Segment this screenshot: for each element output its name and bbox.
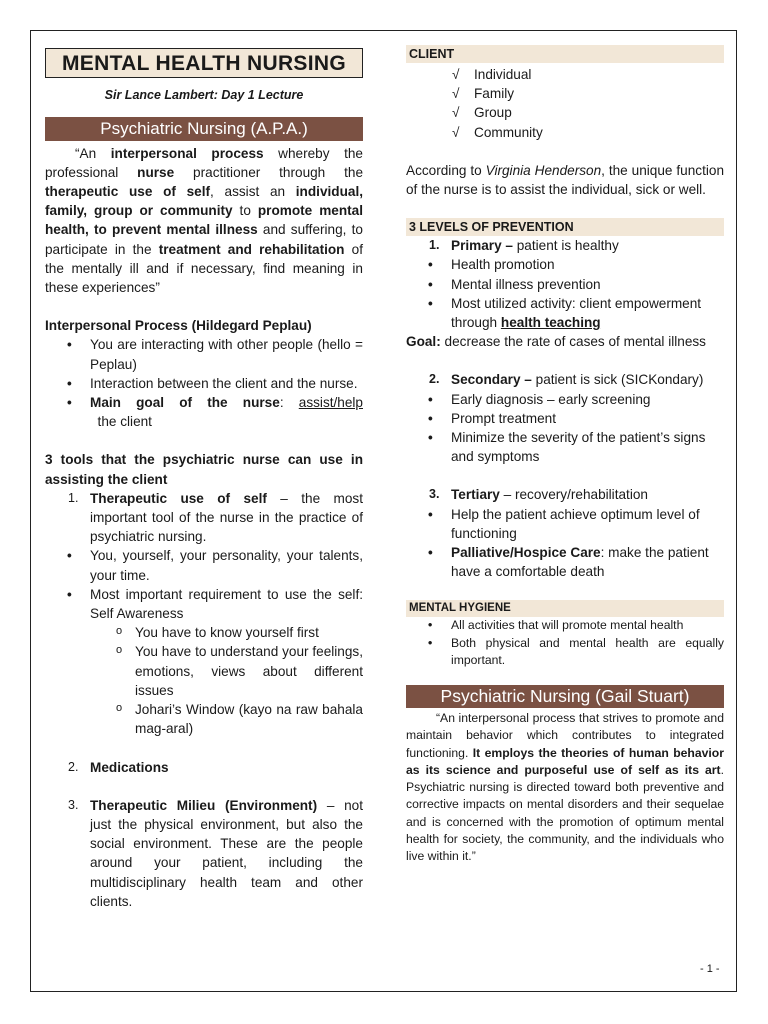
bold-phrase: interpersonal process xyxy=(110,145,264,161)
primary-bullets xyxy=(406,255,724,332)
interpersonal-process-heading: Interpersonal Process (Hildegard Peplau) xyxy=(45,318,312,334)
text-segment: practitioner through the xyxy=(174,164,363,180)
text-segment: , assist an xyxy=(210,184,296,200)
mental-hygiene-list xyxy=(406,617,724,669)
list-item: • Prompt treatment xyxy=(406,409,724,428)
bold-phrase: promote mental health, to prevent mental illness xyxy=(45,203,364,238)
list-item: • Early diagnosis – early screening xyxy=(406,390,724,409)
prevention-secondary: 2. Secondary – patient is sick (SICKondary) xyxy=(429,372,704,388)
list-item: √ Family xyxy=(406,84,724,103)
list-item: • Health promotion xyxy=(406,255,724,274)
tool-3: 3. Therapeutic Milieu (Environment) – not just the physical environment, but also the social environment. These are the people around your patient, including the multidisciplinary health team and other clients. xyxy=(68,797,363,909)
gail-stuart-definition: “An interpersonal process that strives to promote and maintain behavior which contributes to integrated functioning. It employs the theories of human behavior as its science and purposeful use of self as its art. Psychiatric nursing is directed toward both preventive and corrective impacts on mental disorders and their sequelae and is concerned with the promotion of optimum mental health for society, the community, and the individuals who live within it.” xyxy=(406,711,724,863)
list-item: √ Community xyxy=(406,123,724,142)
apa-definition xyxy=(45,144,363,298)
client-list xyxy=(406,65,724,142)
list-item: • Both physical and mental health are equally important. xyxy=(406,635,724,669)
tool-2: 2. Medications xyxy=(68,759,169,775)
list-item: • Mental illness prevention xyxy=(406,275,724,294)
sub-list-item: o You have to understand your feelings, emotions, views about different issues xyxy=(45,642,363,700)
list-item: • Most important requirement to use the self: Self Awareness xyxy=(45,585,363,623)
list-item: • Interaction between the client and the nurse. xyxy=(45,374,363,393)
list-item: • You, yourself, your personality, your talents, your time. xyxy=(45,546,363,584)
mental-hygiene-heading: MENTAL HYGIENE xyxy=(406,600,724,617)
bold-phrase: nurse xyxy=(137,164,175,180)
left-column xyxy=(45,48,363,911)
henderson-paragraph: According to Virginia Henderson, the unique function of the nurse is to assist the individual, sick or well. xyxy=(406,162,724,198)
list-item: • Minimize the severity of the patient’s signs and symptoms xyxy=(406,428,724,466)
text-segment: whereby the professional xyxy=(45,145,363,180)
check-icon: √ xyxy=(452,86,460,102)
apa-section-banner: Psychiatric Nursing (A.P.A.) xyxy=(45,117,363,140)
document-title: MENTAL HEALTH NURSING xyxy=(45,48,363,78)
list-item: • You are interacting with other people (hello = Peplau) xyxy=(45,335,363,373)
prevention-primary: 1. Primary – patient is healthy xyxy=(429,238,619,254)
bold-phrase: individual, family, group or community xyxy=(45,184,363,219)
check-icon: √ xyxy=(452,105,460,121)
text-segment: of the mentally ill and if necessary, find meaning in these experiences” xyxy=(45,241,364,296)
text-segment: “An xyxy=(75,145,111,161)
prevention-goal: Goal: decrease the rate of cases of mental illness xyxy=(406,334,706,350)
bold-phrase: therapeutic use of self xyxy=(45,184,211,200)
list-item: • Help the patient achieve optimum level of functioning xyxy=(406,505,724,543)
right-column xyxy=(406,45,724,865)
sub-list-item: o You have to know yourself first xyxy=(45,623,363,642)
page-number: - 1 - xyxy=(700,963,720,975)
secondary-bullets xyxy=(406,390,724,467)
text-segment: and suffering, to participate in the xyxy=(45,222,363,257)
tools-heading: 3 tools that the psychiatric nurse can use in assisting the client xyxy=(45,452,363,487)
list-item: • Palliative/Hospice Care: make the patient have a comfortable death xyxy=(406,543,724,581)
list-item: • Main goal of the nurse: assist/help the client xyxy=(45,393,363,431)
lecture-subtitle: Sir Lance Lambert: Day 1 Lecture xyxy=(104,88,304,103)
list-item: √ Individual xyxy=(406,65,724,84)
prevention-heading: 3 LEVELS OF PREVENTION xyxy=(406,218,724,236)
list-item: • All activities that will promote mental health xyxy=(406,617,724,634)
tool-1: 1. Therapeutic use of self – the most important tool of the nurse in the practice of psychiatric nursing. xyxy=(68,490,363,545)
client-heading: CLIENT xyxy=(406,45,724,63)
list-item: • Most utilized activity: client empowerment through health teaching xyxy=(406,294,724,332)
bold-phrase: treatment and rehabilitation xyxy=(158,241,345,257)
text-segment: to xyxy=(232,203,258,219)
prevention-tertiary: 3. Tertiary – recovery/rehabilitation xyxy=(429,487,648,503)
check-icon: √ xyxy=(452,67,460,82)
tool-1-bullets xyxy=(45,546,363,738)
interpersonal-process-list xyxy=(45,335,363,431)
list-item: √ Group xyxy=(406,103,724,122)
tertiary-bullets xyxy=(406,505,724,582)
gail-stuart-banner: Psychiatric Nursing (Gail Stuart) xyxy=(406,685,724,708)
check-icon: √ xyxy=(452,124,460,140)
sub-list-item: o Johari’s Window (kayo na raw bahala mag-aral) xyxy=(45,700,363,738)
